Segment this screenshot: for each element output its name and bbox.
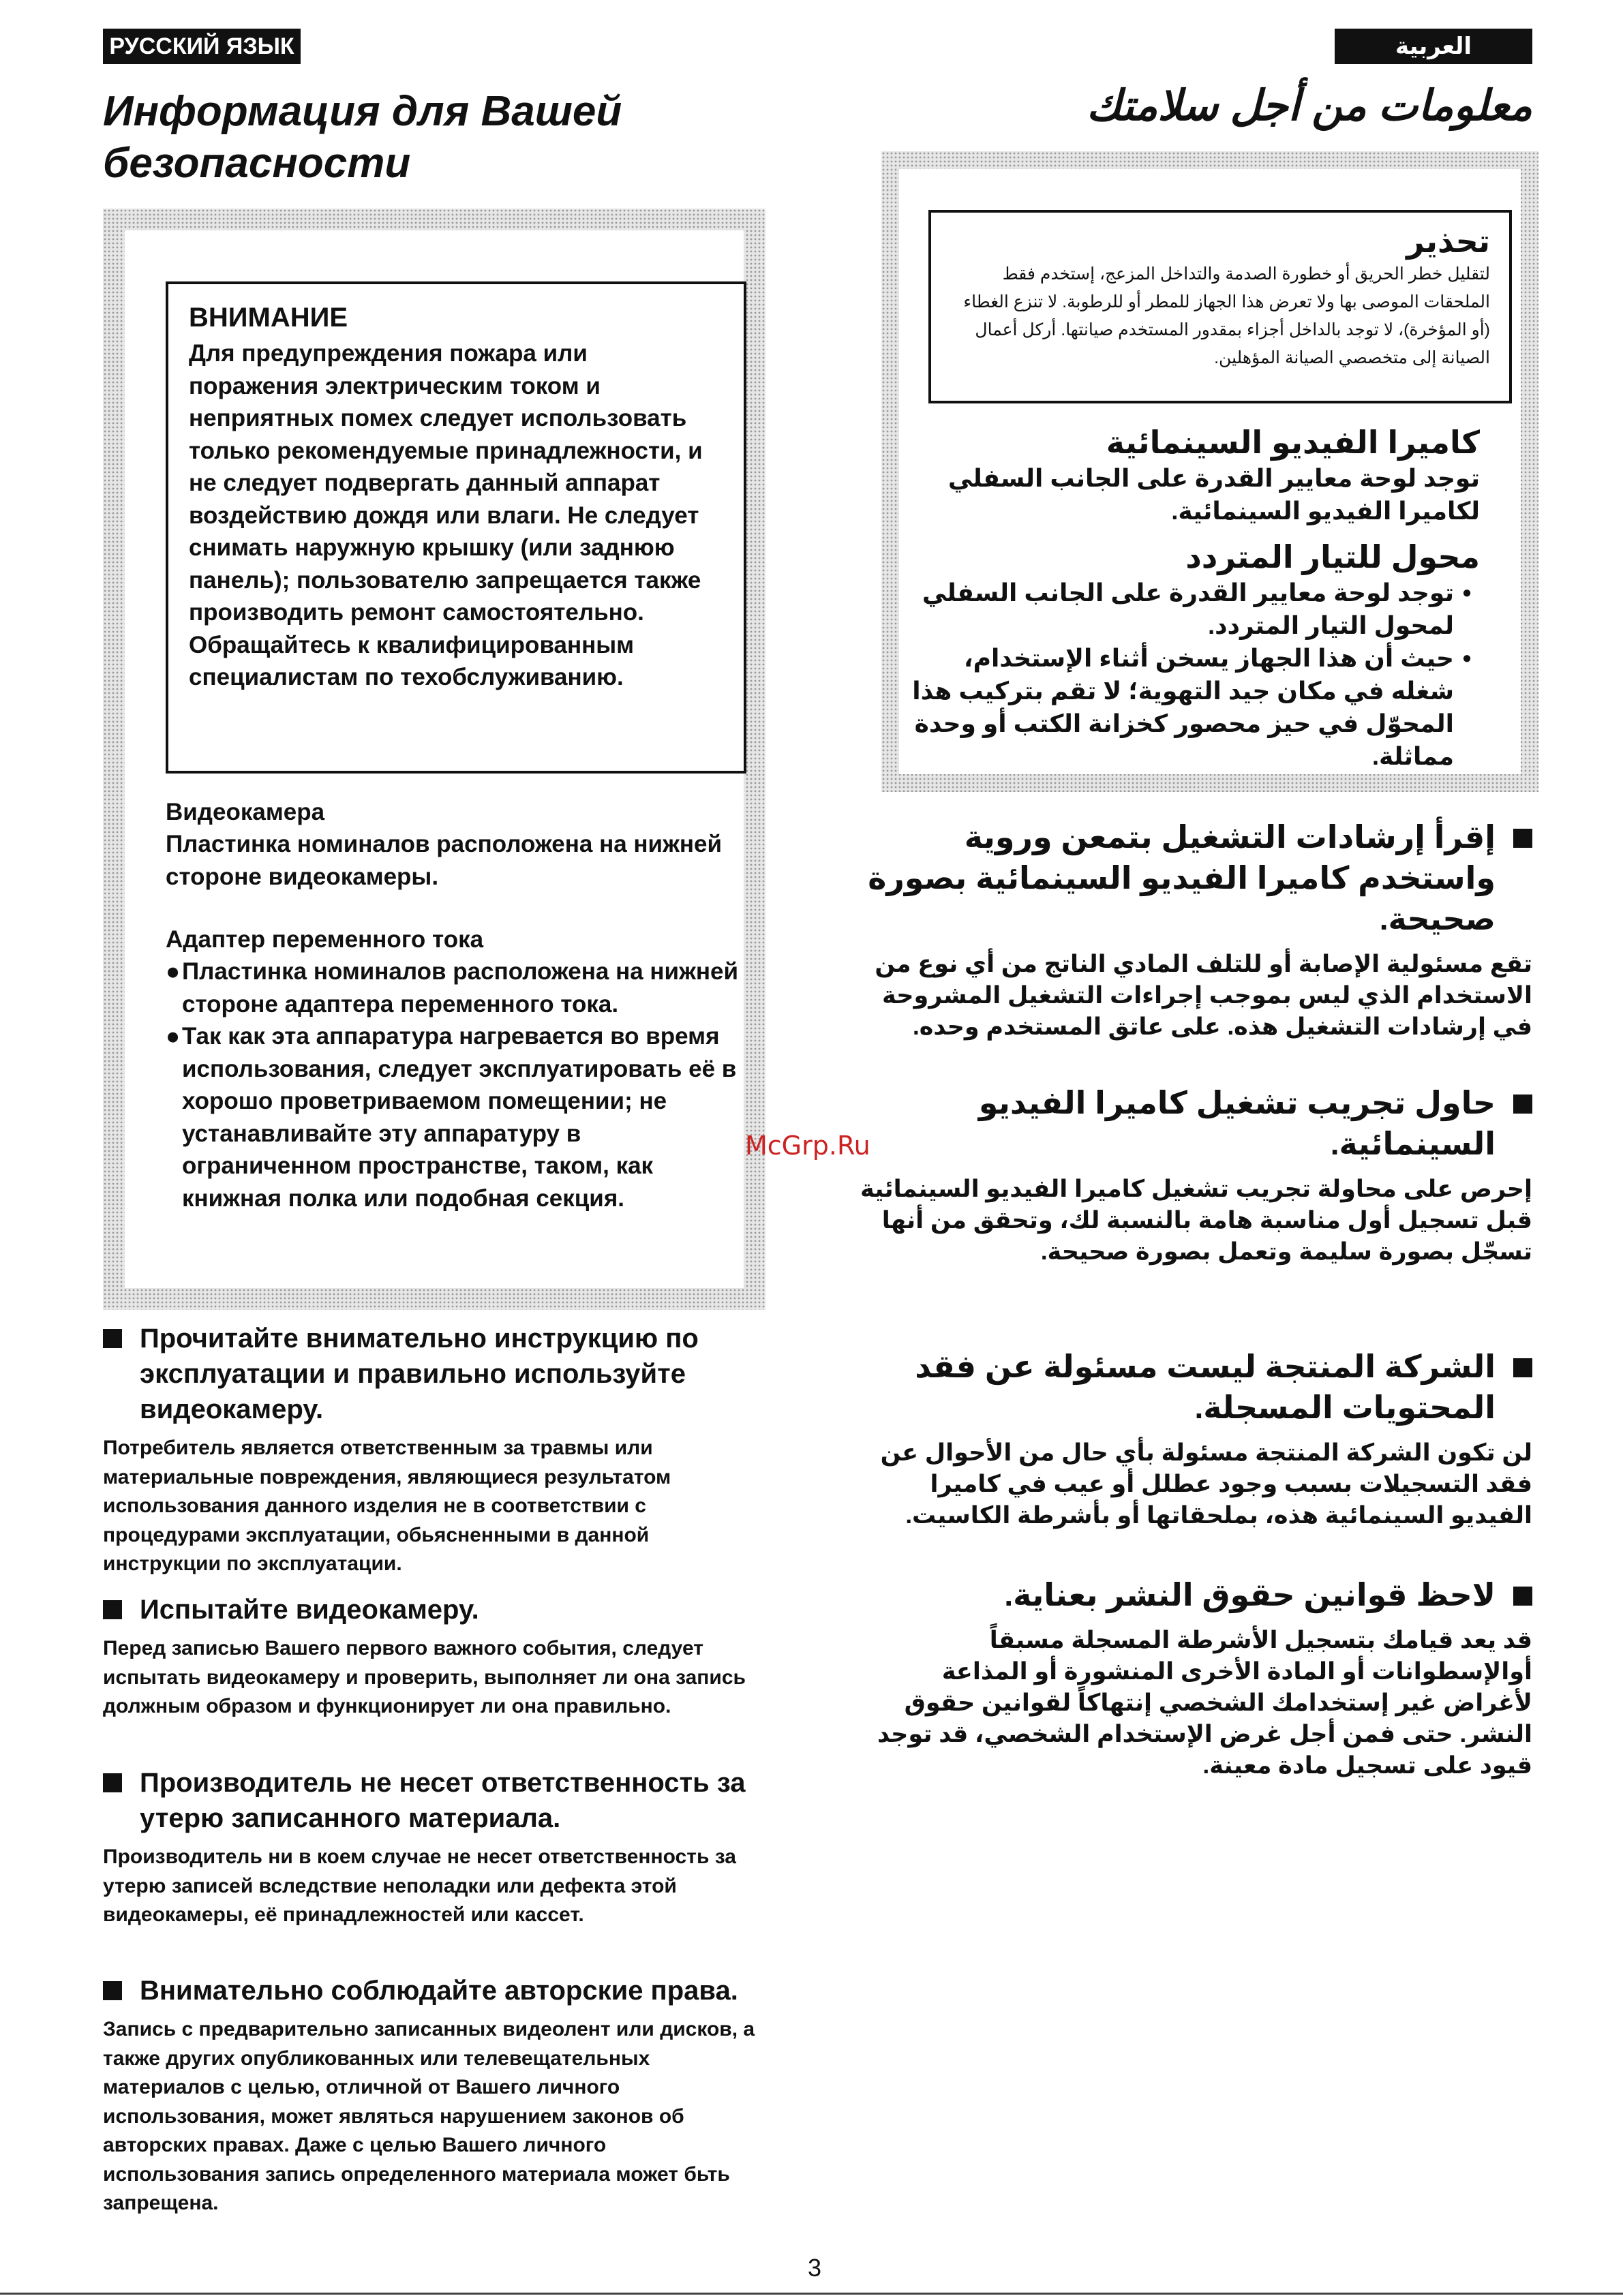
arabic-safety-panel xyxy=(881,151,1538,792)
arabic-section-heading-text: الشركة المنتجة ليست مسئولة عن فقد المحتويات المسجلة. xyxy=(915,1349,1496,1425)
bottom-rule xyxy=(0,2293,1623,2295)
square-bullet-icon xyxy=(103,1981,122,2000)
arabic-adapter-bullet-text: توجد لوحة معايير القدرة على الجانب السفلي لمحول التيار المتردد. xyxy=(922,579,1454,639)
arabic-section-body: تقع مسئولية الإصابة أو للتلف المادي الناتج من أي نوع من الاستخدام الذي ليس بموجب إجراءات التشغيل المشروحة في إرشادات التشغيل هذه. على عاتق المستخدم وحده. xyxy=(875,951,1532,1040)
russian-section-heading-text: Производитель не несет ответственность за утерю записанного материала. xyxy=(140,1768,746,1833)
russian-section-heading-text: Внимательно соблюдайте авторские права. xyxy=(140,1976,738,2006)
russian-adapter-note xyxy=(166,923,738,1214)
arabic-section-heading xyxy=(851,1082,1532,1164)
russian-page-title: Информация для Вашей безопасности xyxy=(103,88,622,187)
arabic-section-heading-text: حاول تجريب تشغيل كاميرا الفيديو السينمائية. xyxy=(978,1085,1496,1161)
russian-section-heading-text: Прочитайте внимательно инструкцию по эксплуатации и правильно используйте видеокамеру. xyxy=(140,1323,699,1424)
russian-warning-text: Для предупреждения пожара или поражения электрическим током и неприятных помех следует использовать только рекомендуемые принадлежности, и не следует подвергать данный аппарат воздействию дождя или влаги. Не следует снимать наружную крышку (или заднюю панель); пользователю запрещается также производить ремонт самостоятельно. Обращайтесь к квалифицированным специалистам по техобслуживанию. xyxy=(189,340,703,690)
russian-section-heading xyxy=(103,1973,757,2008)
russian-section-body: Потребитель является ответственным за травмы или материальные повреждения, являющиеся результатом использования данного изделия не в соответствии с процедурами эксплуатации, обьясненными в данной инструкции по эксплуатации. xyxy=(103,1437,671,1575)
arabic-camera-text: توجد لوحة معايير القدرة على الجانب السفلي لكاميرا الفيديو السينمائية. xyxy=(947,464,1480,525)
arabic-section-body: قد يعد قيامك بتسجيل الأشرطة المسجلة مسبقاً أوالإسطوانات أو المادة الأخرى المنشورة أو المذاعة لأغراض غير إستخدامك الشخصي إنتهاكاً لقوانين حقوق النشر. حتى فمن أجل غرض الإستخدام الشخصي، قد توجد قيود على تسجيل مادة معينة. xyxy=(877,1627,1532,1779)
square-bullet-icon xyxy=(103,1773,122,1792)
square-bullet-icon xyxy=(1513,1095,1532,1114)
arabic-section xyxy=(851,1574,1532,1781)
arabic-warning-title: تحذير xyxy=(1406,224,1490,259)
arabic-section-heading-text: لاحظ قوانين حقوق النشر بعناية. xyxy=(1004,1577,1496,1612)
square-bullet-icon xyxy=(103,1329,122,1348)
russian-language-tab: РУССКИЙ ЯЗЫК xyxy=(103,29,301,64)
russian-camera-heading: Видеокамера xyxy=(166,799,325,825)
russian-section-heading xyxy=(103,1765,757,1836)
arabic-adapter-bullet-text: حيث أن هذا الجهاز يسخن أثناء الإستخدام، شغله في مكان جيد التهوية؛ لا تقم بتركيب هذا المحوّل في حيز محصور كخزانة الكتب أو وحدة مماثلة. xyxy=(912,644,1454,770)
russian-section-heading-text: Испытайте видеокамеру. xyxy=(140,1595,479,1625)
russian-section xyxy=(103,1321,757,1579)
square-bullet-icon xyxy=(103,1600,122,1619)
arabic-section-heading xyxy=(851,816,1532,939)
russian-section-body: Производитель ни в коем случае не несет ответственность за утерю записей вследствие неполадки или дефекта этой видеокамеры, её принадлежностей или кассет. xyxy=(103,1846,736,1926)
russian-adapter-heading: Адаптер переменного тока xyxy=(166,926,484,953)
arabic-section-body: لن تكون الشركة المنتجة مسئولة بأي حال من الأحوال عن فقد التسجيلات بسبب وجود عطلل أو عيب في كاميرا الفيديو السينمائية هذه، بملحقاتها أو بأشرطة الكاسيت. xyxy=(880,1439,1532,1529)
arabic-safety-panel-body xyxy=(899,169,1521,774)
square-bullet-icon xyxy=(1513,829,1532,848)
square-bullet-icon xyxy=(1513,1587,1532,1606)
russian-section-body: Запись с предварительно записанных видеолент или дисков, а также других опубликованных или телевещательных материалов с целью, отличной от Вашего личного использования, может являться нарушением законов об авторских правах. Даже с целью Вашего личного использования запись определенного материала может бьть запрещена. xyxy=(103,2018,755,2214)
russian-camera-text: Пластинка номиналов расположена на нижней стороне видеокамеры. xyxy=(166,831,723,890)
russian-adapter-bullet xyxy=(166,955,738,1020)
arabic-section-body: إحرص على محاولة تجريب تشغيل كاميرا الفيديو السينمائية قبل تسجيل أول مناسبة هامة بالنسبة لك، وتحقق من أنها تسجّل بصورة سليمة وتعمل بصورة صحيحة. xyxy=(860,1176,1532,1265)
arabic-language-tab: العربية xyxy=(1335,29,1532,64)
arabic-warning-text: لتقليل خطر الحريق أو خطورة الصدمة والتداخل المزعج، إستخدم فقط الملحقات الموصى بها ولا تعرض هذا الجهاز للمطر أو للرطوبة. لا تنزع الغطاء (أو المؤخرة)، لا توجد بالداخل أجزاء بمقدور المستخدم صيانتها. أركل أعمال الصيانة إلى متخصصي الصيانة المؤهلين. xyxy=(963,264,1490,367)
russian-adapter-bullet-text: Так как эта аппаратура нагревается во время использования, следует эксплуатировать её в хорошо проветриваемом помещении; не устанавливайте эту аппаратуру в ограниченном пространстве, таком, как книжная полка или подобная секция. xyxy=(182,1023,737,1212)
square-bullet-icon xyxy=(1513,1358,1532,1377)
arabic-section-heading xyxy=(851,1574,1532,1615)
arabic-section xyxy=(851,816,1532,1043)
page-number: 3 xyxy=(807,2254,822,2282)
russian-camera-note xyxy=(166,796,738,893)
arabic-section-heading-text: إقرأ إرشادات التشغيل بتمعن وروية واستخدم كاميرا الفيديو السينمائية بصورة صحيحة. xyxy=(868,819,1496,936)
arabic-section-heading xyxy=(851,1346,1532,1428)
russian-warning-title: ВНИМАНИЕ xyxy=(189,303,348,333)
arabic-adapter-bullet xyxy=(907,577,1480,642)
arabic-page-title: معلومات من أجل سلامتك xyxy=(1087,82,1532,129)
russian-section-heading xyxy=(103,1321,757,1427)
arabic-warning-box xyxy=(928,210,1512,403)
arabic-camera-heading: كاميرا الفيديو السينمائية xyxy=(1106,425,1480,460)
arabic-adapter-bullet xyxy=(907,642,1480,773)
russian-warning-box xyxy=(166,281,746,774)
bullet-icon: • xyxy=(1462,579,1472,607)
bullet-icon: • xyxy=(1462,644,1472,672)
arabic-section xyxy=(851,1346,1532,1531)
russian-section xyxy=(103,1973,757,2218)
russian-adapter-bullet-text: Пластинка номиналов расположена на нижней стороне адаптера переменного тока. xyxy=(182,958,739,1017)
russian-section xyxy=(103,1765,757,1930)
russian-section xyxy=(103,1592,757,1721)
bullet-icon: ● xyxy=(166,1023,181,1050)
arabic-camera-note xyxy=(907,423,1480,527)
russian-safety-panel xyxy=(103,209,765,1310)
arabic-adapter-heading: محول للتيار المتردد xyxy=(1185,539,1480,575)
russian-adapter-bullet xyxy=(166,1020,738,1214)
russian-section-heading xyxy=(103,1592,757,1627)
arabic-adapter-note xyxy=(907,537,1480,773)
watermark-text: McGrp.Ru xyxy=(745,1131,870,1161)
russian-safety-panel-body xyxy=(125,230,744,1288)
arabic-section xyxy=(851,1082,1532,1268)
russian-section-body: Перед записью Вашего первого важного события, следует испытать видеокамеру и проверить, выполняет ли она запись должным образом и функционирует ли она правильно. xyxy=(103,1637,746,1717)
bullet-icon: ● xyxy=(166,958,181,985)
